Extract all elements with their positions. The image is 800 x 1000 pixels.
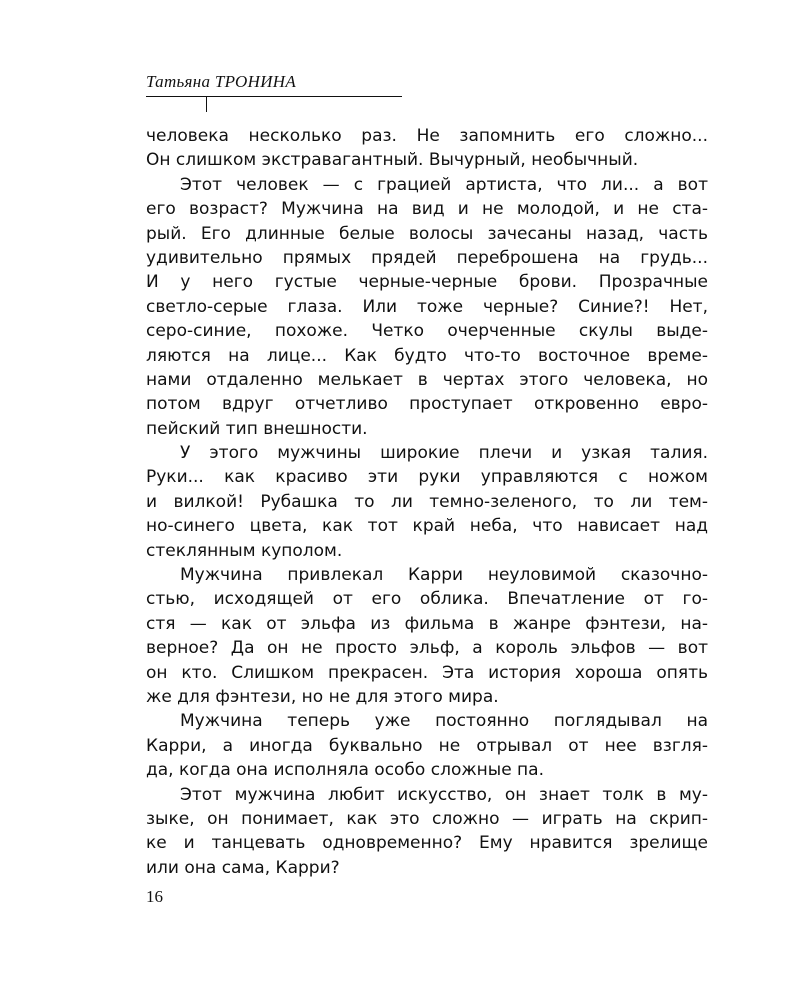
text-line: Карри, а иногда буквально не отрывал от нее взгля- bbox=[146, 735, 708, 756]
text-line: Мужчина привлекал Карри неуловимой сказочно- bbox=[180, 565, 708, 586]
text-line: стеклянным куполом. bbox=[146, 540, 343, 561]
text-line: нами отдаленно мелькает в чертах этого человека, но bbox=[146, 369, 708, 390]
text-line: человека несколько раз. Не запомнить его сложно... bbox=[146, 126, 708, 146]
text-line: его возраст? Мужчина на вид и не молодой, и не ста- bbox=[146, 199, 708, 220]
text-line: светло-серые глаза. Или тоже черные? Синие?! Нет, bbox=[146, 296, 708, 317]
text-line: стью, исходящей от его облика. Впечатление от го- bbox=[146, 589, 708, 610]
text-line: удивительно прямых прядей переброшена на грудь... bbox=[146, 247, 708, 268]
running-head: Татьяна ТРОНИНА bbox=[146, 72, 297, 91]
text-line: но-синего цвета, как тот край неба, что нависает над bbox=[146, 516, 708, 537]
text-line: или она сама, Карри? bbox=[146, 857, 340, 878]
text-line: Этот человек — с грацией артиста, что ли... а вот bbox=[180, 174, 708, 195]
text-line: ляются на лице... Как будто что-то восточное време- bbox=[146, 345, 708, 366]
text-line: верное? Да он не просто эльф, а король эльфов — вот bbox=[146, 638, 708, 659]
text-line: ке и танцевать одновременно? Ему нравится зрелище bbox=[146, 833, 708, 854]
text-line: он кто. Слишком прекрасен. Эта история хороша опять bbox=[146, 662, 708, 683]
text-line: У этого мужчины широкие плечи и узкая талия. bbox=[180, 443, 708, 464]
text-line: Мужчина теперь уже постоянно поглядывал на bbox=[180, 711, 708, 732]
text-line: да, когда она исполняла особо сложные па. bbox=[146, 760, 544, 781]
text-line: потом вдруг отчетливо проступает откровенно евро- bbox=[146, 394, 708, 415]
text-line: Руки... как красиво эти руки управляются с ножом bbox=[146, 467, 708, 488]
text-line: стя — как от эльфа из фильма в жанре фэнтези, на- bbox=[146, 613, 708, 634]
body-text bbox=[146, 124, 708, 880]
text-line: пейский тип внешности. bbox=[146, 418, 368, 439]
text-line: зыке, он понимает, как это сложно — играть на скрип- bbox=[146, 808, 708, 829]
header-rule bbox=[146, 96, 402, 97]
page-number: 16 bbox=[146, 887, 163, 906]
text-line: И у него густые черные-черные брови. Прозрачные bbox=[146, 272, 708, 293]
text-line: серо-синие, похоже. Четко очерченные скулы выде- bbox=[146, 321, 708, 342]
header-rule-tick bbox=[206, 96, 207, 112]
text-line: рый. Его длинные белые волосы зачесаны назад, часть bbox=[146, 223, 708, 244]
text-line: же для фэнтези, но не для этого мира. bbox=[146, 686, 499, 707]
text-line: и вилкой! Рубашка то ли темно-зеленого, то ли тем- bbox=[146, 491, 708, 512]
text-line: Он слишком экстравагантный. Вычурный, необычный. bbox=[146, 150, 639, 171]
text-line: Этот мужчина любит искусство, он знает толк в му- bbox=[180, 784, 708, 805]
